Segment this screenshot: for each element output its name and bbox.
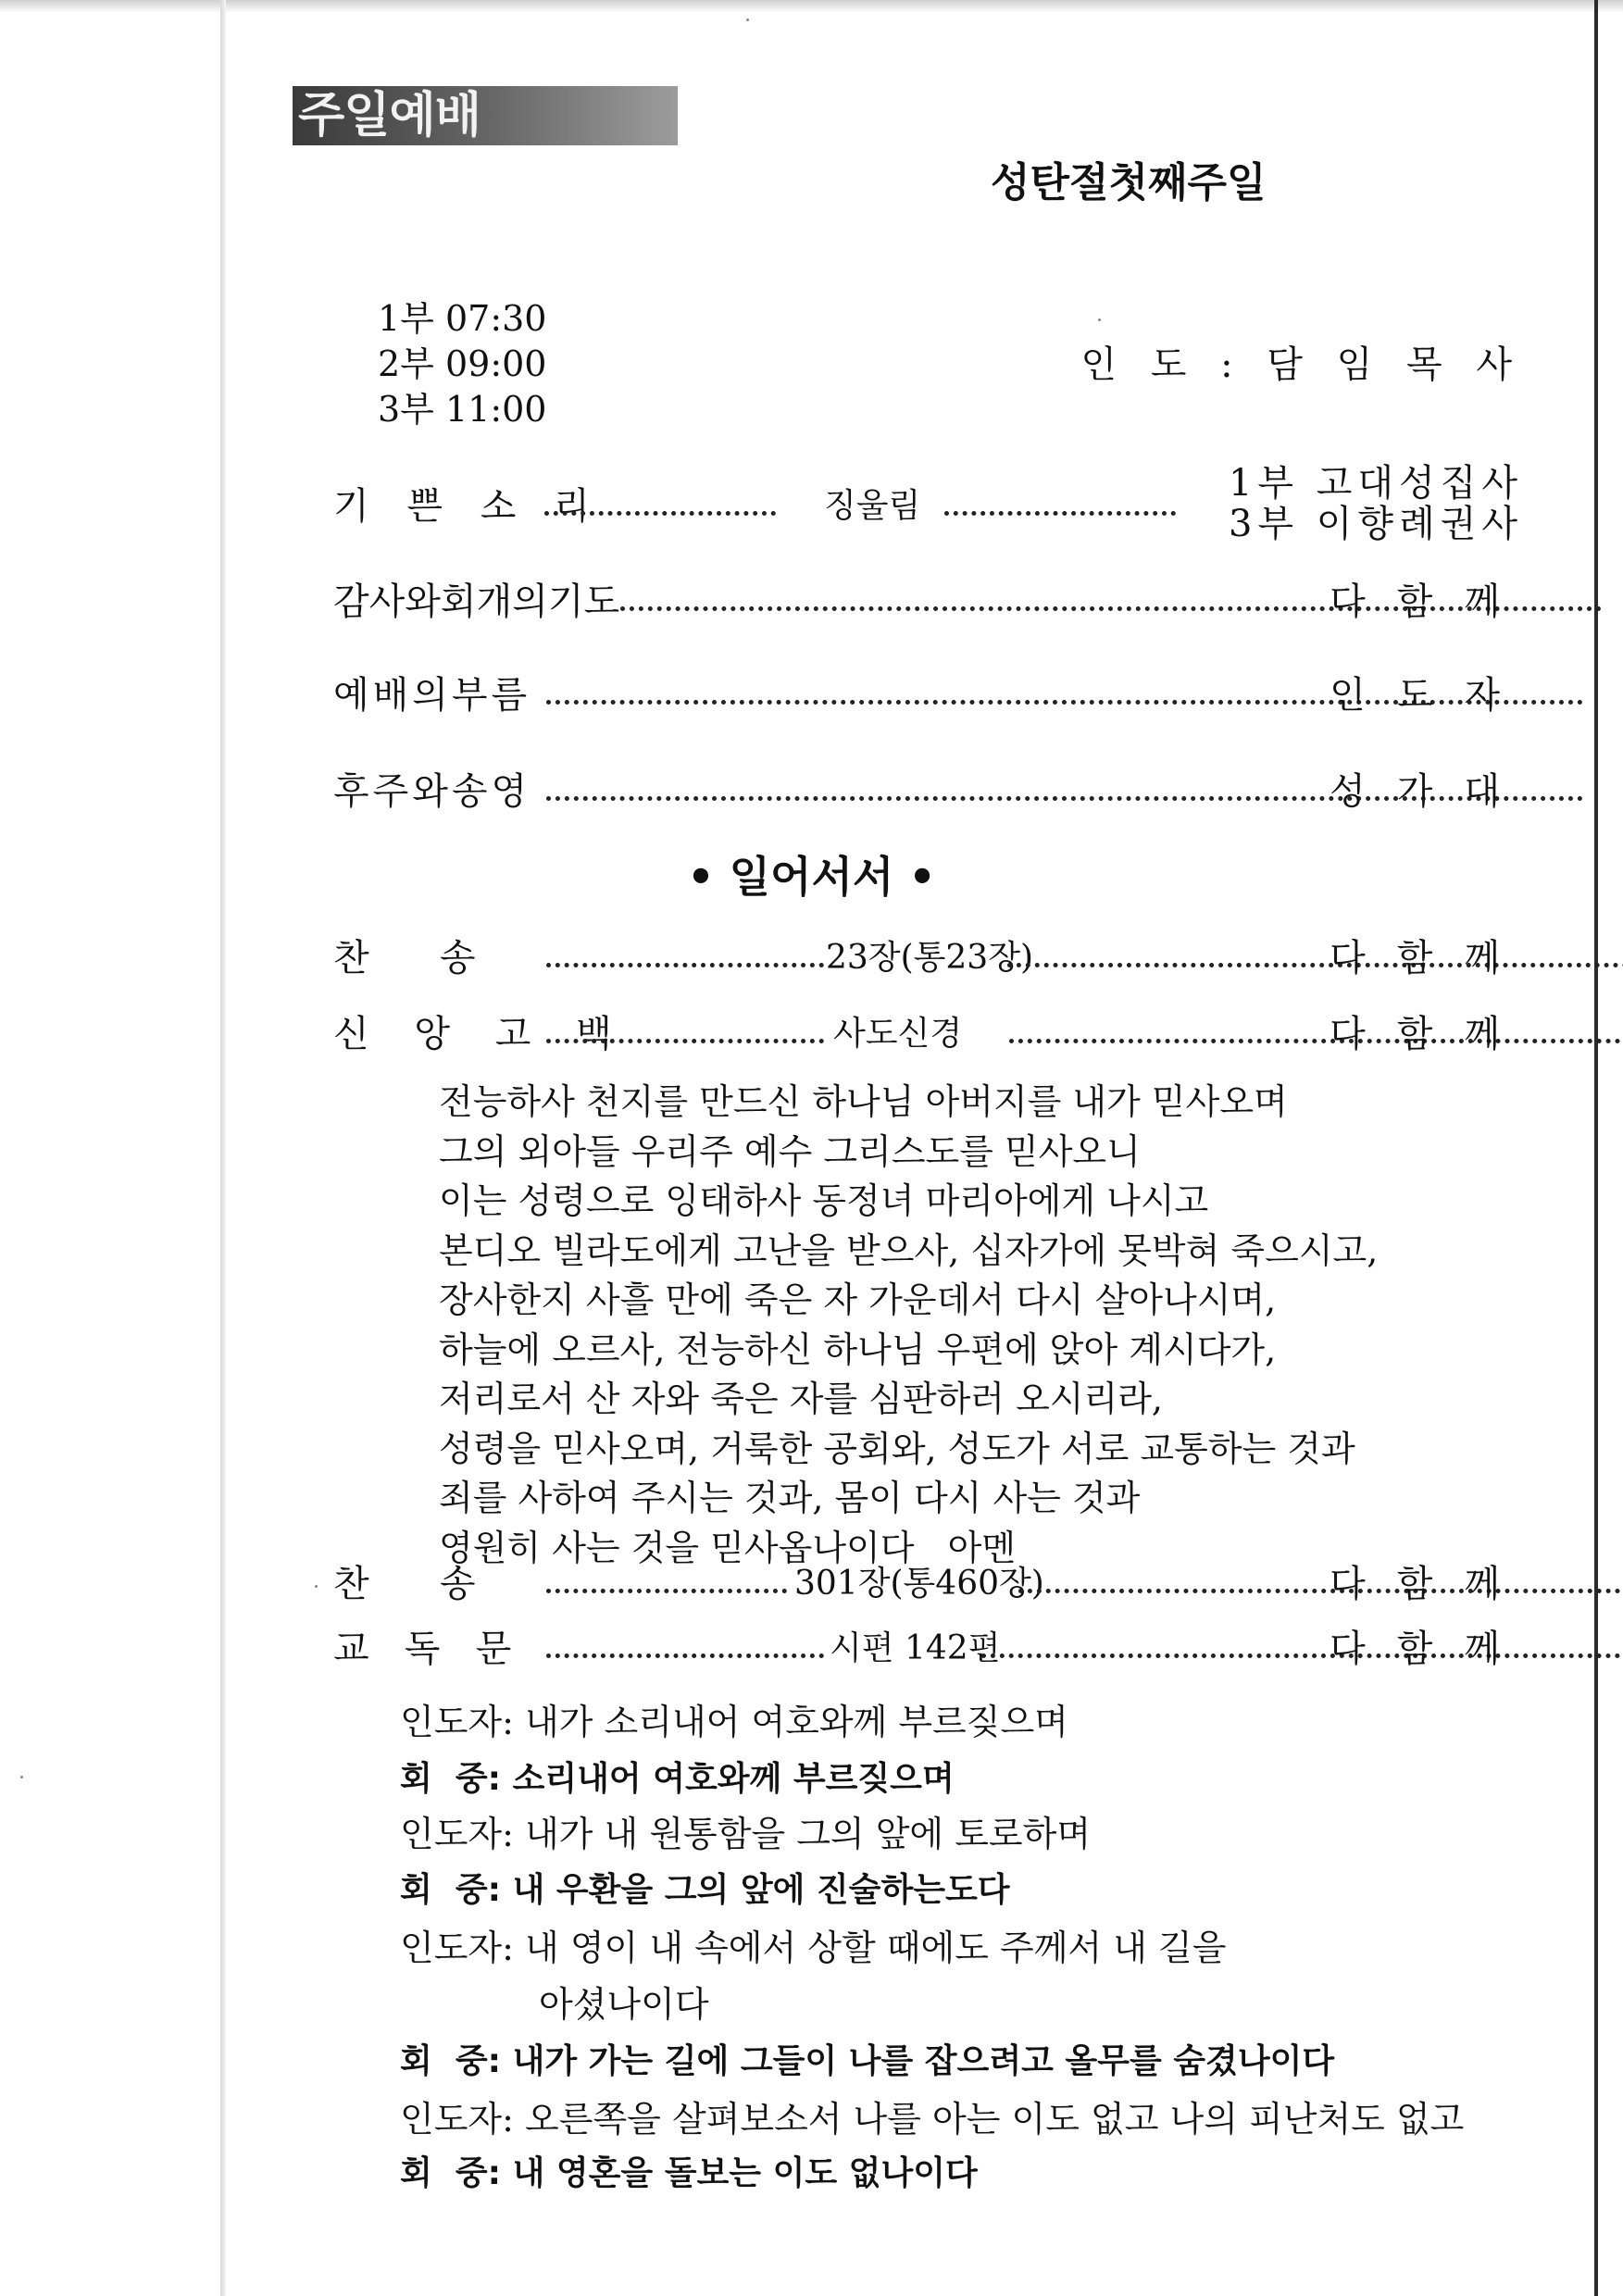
responsive-line [400,1924,1226,1972]
standing-item-creed [333,1011,1531,1057]
order-label: 후주와송영 [333,770,531,813]
leader-dots [546,963,824,967]
responsive-speaker: 인도자: [400,1702,514,1742]
scan-speck [315,1585,318,1588]
leader-dots [944,511,1176,516]
scan-page-edge-right [1594,0,1598,2296]
responsive-line [400,1866,1010,1915]
page-subtitle: 성탄절첫째주일 [991,159,1267,206]
section-badge [293,86,678,145]
responsive-speaker: 인도자: [400,1814,514,1854]
creed-line: 이는 성령으로 잉태하사 동정녀 마리아에게 나시고 [439,1180,1209,1221]
responsive-line [400,2038,1334,2086]
order-label: 신 앙 고 백 [333,1013,629,1055]
order-label: 찬 송 [333,937,476,980]
responsive-speaker: 회 중: [400,1871,502,1909]
creed-line: 성령을 믿사오며, 거룩한 공회와, 성도가 서로 교통하는 것과 [439,1428,1355,1469]
responsive-line [400,2150,978,2198]
order-middle: 301장(통460장) [794,1565,1044,1603]
scan-page-edge-left [220,0,226,2296]
leader-dots [1018,1589,1623,1593]
order-label: 기 쁜 소 리 [333,485,603,528]
service-time-1: 1부 07:30 [378,298,547,339]
leader-dots [546,1589,787,1593]
responsive-line [400,1698,1068,1746]
leader-line: 인 도 : 담 임 목 사 [1080,343,1523,386]
responsive-text: 내 영이 내 속에서 상할 때에도 주께서 내 길을 [525,1928,1227,1968]
order-middle: 징울림 [824,487,921,525]
responsive-speaker: 회 중: [400,2154,502,2192]
section-title-standing: • 일어서서 • [687,852,936,902]
responsive-line [400,2095,1464,2143]
order-item-postlude [333,768,1531,815]
order-responsible: 다함께 [1330,1628,1531,1670]
order-label: 교 독 문 [333,1628,512,1670]
service-time-3: 3부 11:00 [378,389,547,430]
apostles-creed-text [439,1078,1378,1573]
order-label: 감사와회개의기도 [333,580,620,623]
leader-dots [546,1039,824,1043]
standing-item-hymn [333,935,1531,981]
scan-speck [746,19,749,21]
creed-line: 전능하사 천지를 만드신 하나님 아버지를 내가 믿사오며 [439,1081,1288,1122]
responsive-speaker: 인도자: [400,2099,514,2140]
creed-line: 본디오 빌라도에게 고난을 받으사, 십자가에 못박혀 죽으시고, [439,1229,1379,1271]
creed-line: 그의 외아들 우리주 예수 그리스도를 믿사오니 [439,1130,1141,1172]
responsive-text: 내 우환을 그의 앞에 진술하는도다 [512,1871,1010,1909]
after-creed-responsive-reading [333,1626,1531,1672]
order-responsible: 다함께 [1330,1013,1531,1055]
order-responsible: 인도자 [1330,674,1531,717]
section-badge-label: 주일예배 [298,88,481,144]
responsive-text: 내가 내 원통함을 그의 앞에 토로하며 [525,1814,1092,1854]
order-label: 예배의부름 [333,674,531,717]
after-creed-hymn [333,1561,1531,1607]
responsive-text: 아셨나이다 [539,1984,709,2025]
order-item-prayer [333,579,1531,625]
service-time-2: 2부 09:00 [378,343,547,384]
scan-speck [20,1776,23,1778]
order-middle: 사도신경 [833,1015,963,1053]
responsive-text: 내 영혼을 돌보는 이도 없나이다 [512,2154,978,2192]
order-item-call [333,672,1531,718]
leader-dots [546,1653,824,1658]
order-label: 찬 송 [333,1563,476,1605]
order-middle: 23장(통23장) [826,939,1034,977]
creed-line: 장사한지 사흘 만에 죽은 자 가운데서 다시 살아나시며, [439,1279,1277,1320]
order-responsible-1: 1부 고대성집사 [1228,462,1523,505]
creed-line: 영원히 사는 것을 믿사옵나이다 아멘 [439,1527,1017,1568]
responsive-speaker: 회 중: [400,1760,502,1798]
responsive-speaker: 회 중: [400,2042,502,2080]
order-responsible-2: 3부 이향례권사 [1228,503,1523,545]
leader-dots [544,511,776,516]
responsive-line [400,1810,1091,1858]
scan-speck [1098,318,1101,321]
order-responsible: 성가대 [1330,770,1531,813]
order-middle: 시편 142편 [830,1629,1001,1667]
responsive-text: 오른쪽을 살펴보소서 나를 아는 이도 없고 나의 피난처도 없고 [525,2099,1465,2140]
creed-line: 저리로서 산 자와 죽은 자를 심판하러 오시리라, [439,1379,1164,1419]
order-responsible [1229,463,1523,544]
order-responsible: 다함께 [1330,937,1531,980]
order-responsible: 다함께 [1330,1563,1531,1605]
creed-line: 죄를 사하여 주시는 것과, 몸이 다시 사는 것과 [439,1478,1141,1518]
responsive-line-continued [539,1980,709,2028]
creed-line: 하늘에 오르사, 전능하신 하나님 우편에 앉아 계시다가, [439,1329,1277,1370]
order-responsible: 다함께 [1330,580,1531,623]
responsive-text: 내가 소리내어 여호와께 부르짖으며 [525,1702,1068,1742]
responsive-line [400,1755,955,1803]
scan-top-shadow [0,0,1623,13]
responsive-speaker: 인도자: [400,1928,514,1968]
responsive-text: 내가 가는 길에 그들이 나를 잡으려고 올무를 숨겼나이다 [512,2042,1335,2080]
responsive-text: 소리내어 여호와께 부르짖으며 [512,1760,955,1798]
